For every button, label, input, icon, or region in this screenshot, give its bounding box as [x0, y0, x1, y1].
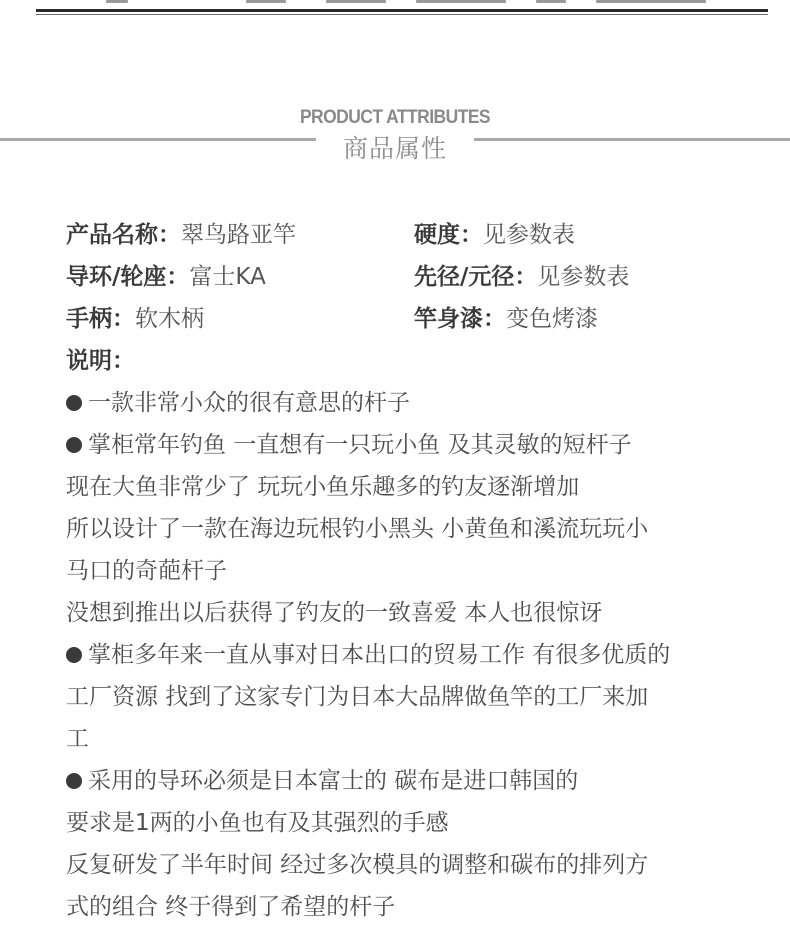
attribute-value: 见参数表 [537, 264, 630, 290]
top-divider [36, 0, 768, 18]
description-line [66, 592, 746, 634]
description-label: 说明： [66, 348, 135, 374]
description-text: 采用的导环必须是日本富士的 碳布是进口韩国的 [88, 768, 579, 794]
bullet-dot-icon [66, 773, 82, 789]
description-text: 掌柜常年钓鱼 一直想有一只玩小鱼 及其灵敏的短杆子 [88, 432, 632, 458]
description-line [66, 424, 746, 466]
bullet-dot-icon [66, 647, 82, 663]
section-heading [0, 104, 790, 174]
attribute-tip-butt-diameter [414, 256, 629, 298]
attribute-value: 富士KA [189, 264, 266, 290]
divider-thick-line [36, 9, 768, 12]
description-text: 马口的奇葩杆子 [66, 558, 227, 584]
description-line [66, 676, 746, 718]
description-line [66, 466, 746, 508]
product-attributes [66, 214, 746, 382]
attribute-value: 软木柄 [135, 306, 204, 332]
description-text: 工 [66, 726, 89, 752]
attribute-key: 导环/轮座： [66, 264, 190, 290]
description-line [66, 844, 746, 886]
description-text: 掌柜多年来一直从事对日本出口的贸易工作 有很多优质的 [88, 642, 671, 668]
description-text: 反复研发了半年时间 经过多次模具的调整和碳布的排列方 [66, 852, 649, 878]
description-text: 所以设计了一款在海边玩根钓小黑头 小黄鱼和溪流玩玩小 [66, 516, 649, 542]
description-label-wrap [66, 340, 135, 382]
attribute-handle [66, 298, 204, 340]
attribute-row [66, 298, 746, 340]
attribute-value: 翠鸟路亚竿 [181, 222, 296, 248]
attribute-product-name [66, 214, 296, 256]
description-text: 要求是1两的小鱼也有及其强烈的手感 [66, 810, 449, 836]
attribute-key: 先径/元径： [414, 264, 538, 290]
attribute-key: 竿身漆： [414, 306, 506, 332]
description-line [66, 634, 746, 676]
attribute-key: 手柄： [66, 306, 135, 332]
description-line [66, 718, 746, 760]
cut-off-text-fragments [36, 0, 768, 6]
description-line [66, 382, 746, 424]
description-text: 现在大鱼非常少了 玩玩小鱼乐趣多的钓友逐渐增加 [66, 474, 580, 500]
description-line [66, 802, 746, 844]
bullet-dot-icon [66, 437, 82, 453]
description-line [66, 886, 746, 928]
product-description [66, 382, 746, 928]
section-title-cn: 商品属性 [342, 134, 447, 163]
attribute-row [66, 214, 746, 256]
attribute-hardness [414, 214, 575, 256]
attribute-row [66, 256, 746, 298]
attribute-rod-finish [414, 298, 598, 340]
description-text: 式的组合 终于得到了希望的杆子 [66, 894, 396, 920]
description-line [66, 760, 746, 802]
section-title-en: PRODUCT ATTRIBUTES [299, 107, 491, 128]
description-text: 一款非常小众的很有意思的杆子 [88, 390, 410, 416]
attribute-value: 变色烤漆 [506, 306, 598, 332]
attribute-row [66, 340, 746, 382]
bullet-dot-icon [66, 395, 82, 411]
description-text: 没想到推出以后获得了钓友的一致喜爱 本人也很惊讶 [66, 600, 603, 626]
divider-thin-line [36, 14, 768, 15]
attribute-key: 产品名称： [66, 222, 181, 248]
attribute-guide-reel-seat [66, 256, 266, 298]
attribute-value: 见参数表 [483, 222, 575, 248]
description-line [66, 550, 746, 592]
description-text: 工厂资源 找到了这家专门为日本大品牌做鱼竿的工厂来加 [66, 684, 649, 710]
attribute-key: 硬度： [414, 222, 483, 248]
description-line [66, 508, 746, 550]
